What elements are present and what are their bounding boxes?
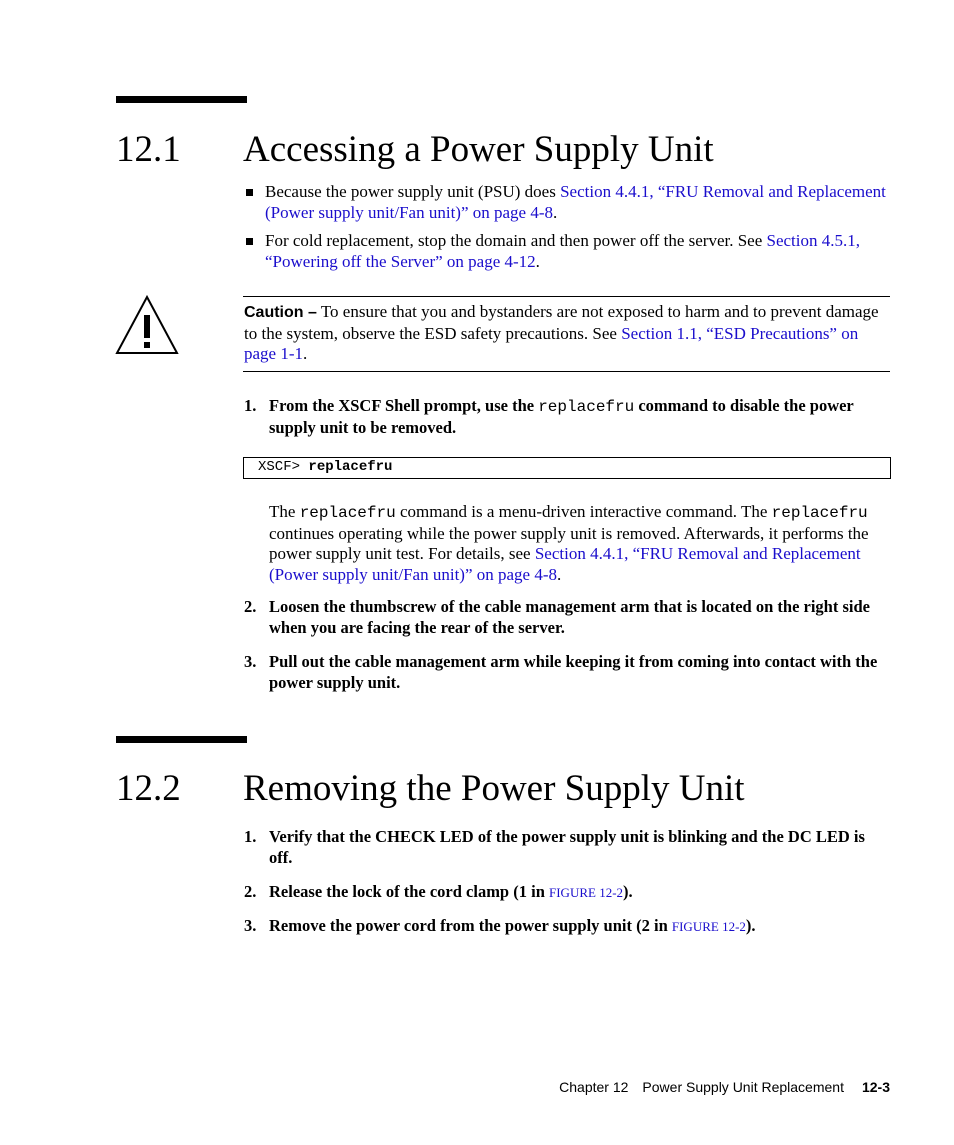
procedure-step: 1. From the XSCF Shell prompt, use the replacefru command to disable the power supply unit to be removed. — [244, 396, 854, 437]
procedure-step: 3. Pull out the cable management arm while keeping it from coming into contact with the power supply unit. — [244, 652, 878, 692]
caution-warning-icon — [115, 295, 179, 355]
caution-top-rule — [243, 296, 890, 297]
procedure-step: 3. Remove the power cord from the power supply unit (2 in FIGURE 12-2). — [244, 916, 756, 935]
caution-note: Caution – To ensure that you and bystanders are not exposed to harm and to prevent damage to the system, observe the ESD safety precautions. See Section 1.1, “ESD Precautions” on page 1-1. — [244, 302, 879, 363]
figure-reference-link[interactable]: FIGURE 12-2 — [671, 919, 746, 934]
page-number: 12-3 — [861, 1079, 890, 1095]
figure-reference-link[interactable]: FIGURE 12-2 — [549, 885, 624, 900]
bullet-list — [244, 182, 890, 280]
section-number: 12.1 — [116, 129, 181, 170]
bullet-square-icon — [246, 189, 253, 196]
footer-chapter-title: Power Supply Unit Replacement — [642, 1079, 844, 1095]
section-title: Accessing a Power Supply Unit — [243, 129, 714, 170]
cross-reference-link[interactable]: Section 4.4.1, “FRU Removal and Replacement (Power supply unit/Fan unit)” on page 4-8 — [269, 544, 861, 584]
section-number: 12.2 — [116, 768, 181, 809]
cross-reference-link[interactable]: Section 4.4.1, “FRU Removal and Replacement (Power supply unit/Fan unit)” on page 4-8 — [265, 182, 886, 222]
inline-code: replacefru — [538, 398, 635, 416]
section-rule — [116, 736, 247, 743]
bullet-square-icon — [246, 238, 253, 245]
code-example — [243, 457, 891, 479]
footer-chapter: Chapter 12 — [559, 1079, 629, 1095]
inline-code: replacefru — [299, 504, 396, 522]
shell-command: replacefru — [308, 459, 393, 475]
shell-prompt: XSCF> — [258, 459, 309, 475]
cross-reference-link[interactable]: Section 1.1, “ESD Precautions” on page 1-1 — [244, 323, 859, 363]
page-footer — [559, 1078, 890, 1096]
list-item: Because the power supply unit (PSU) does Section 4.4.1, “FRU Removal and Replacement (Power supply unit/Fan unit)” on page 4-8. — [244, 182, 890, 223]
list-item: For cold replacement, stop the domain and then power off the server. See Section 4.5.1, “Powering off the Server” on page 4-12. — [244, 231, 890, 272]
caution-bottom-rule — [243, 371, 890, 372]
cross-reference-link[interactable]: Section 4.5.1, “Powering off the Server” on page 4-12 — [265, 231, 861, 271]
procedure-step: 2. Loosen the thumbscrew of the cable management arm that is located on the right side when you are facing the rear of the server. — [244, 597, 870, 637]
section-rule — [116, 96, 247, 103]
procedure-step: 1. Verify that the CHECK LED of the power supply unit is blinking and the DC LED is off. — [244, 827, 865, 867]
caution-label: Caution – — [244, 304, 317, 321]
procedure-step: 2. Release the lock of the cord clamp (1 in FIGURE 12-2). — [244, 882, 633, 901]
inline-code: replacefru — [771, 504, 868, 522]
step-explanation: The replacefru command is a menu-driven interactive command. The replacefru continues operating while the power supply unit is removed. Afterwards, it performs the power supply unit test. For details, see Section 4.4.1, “FRU Removal and Replacement (Power supply unit/Fan unit)” on page 4-8. — [269, 502, 869, 584]
section-title: Removing the Power Supply Unit — [243, 768, 745, 809]
